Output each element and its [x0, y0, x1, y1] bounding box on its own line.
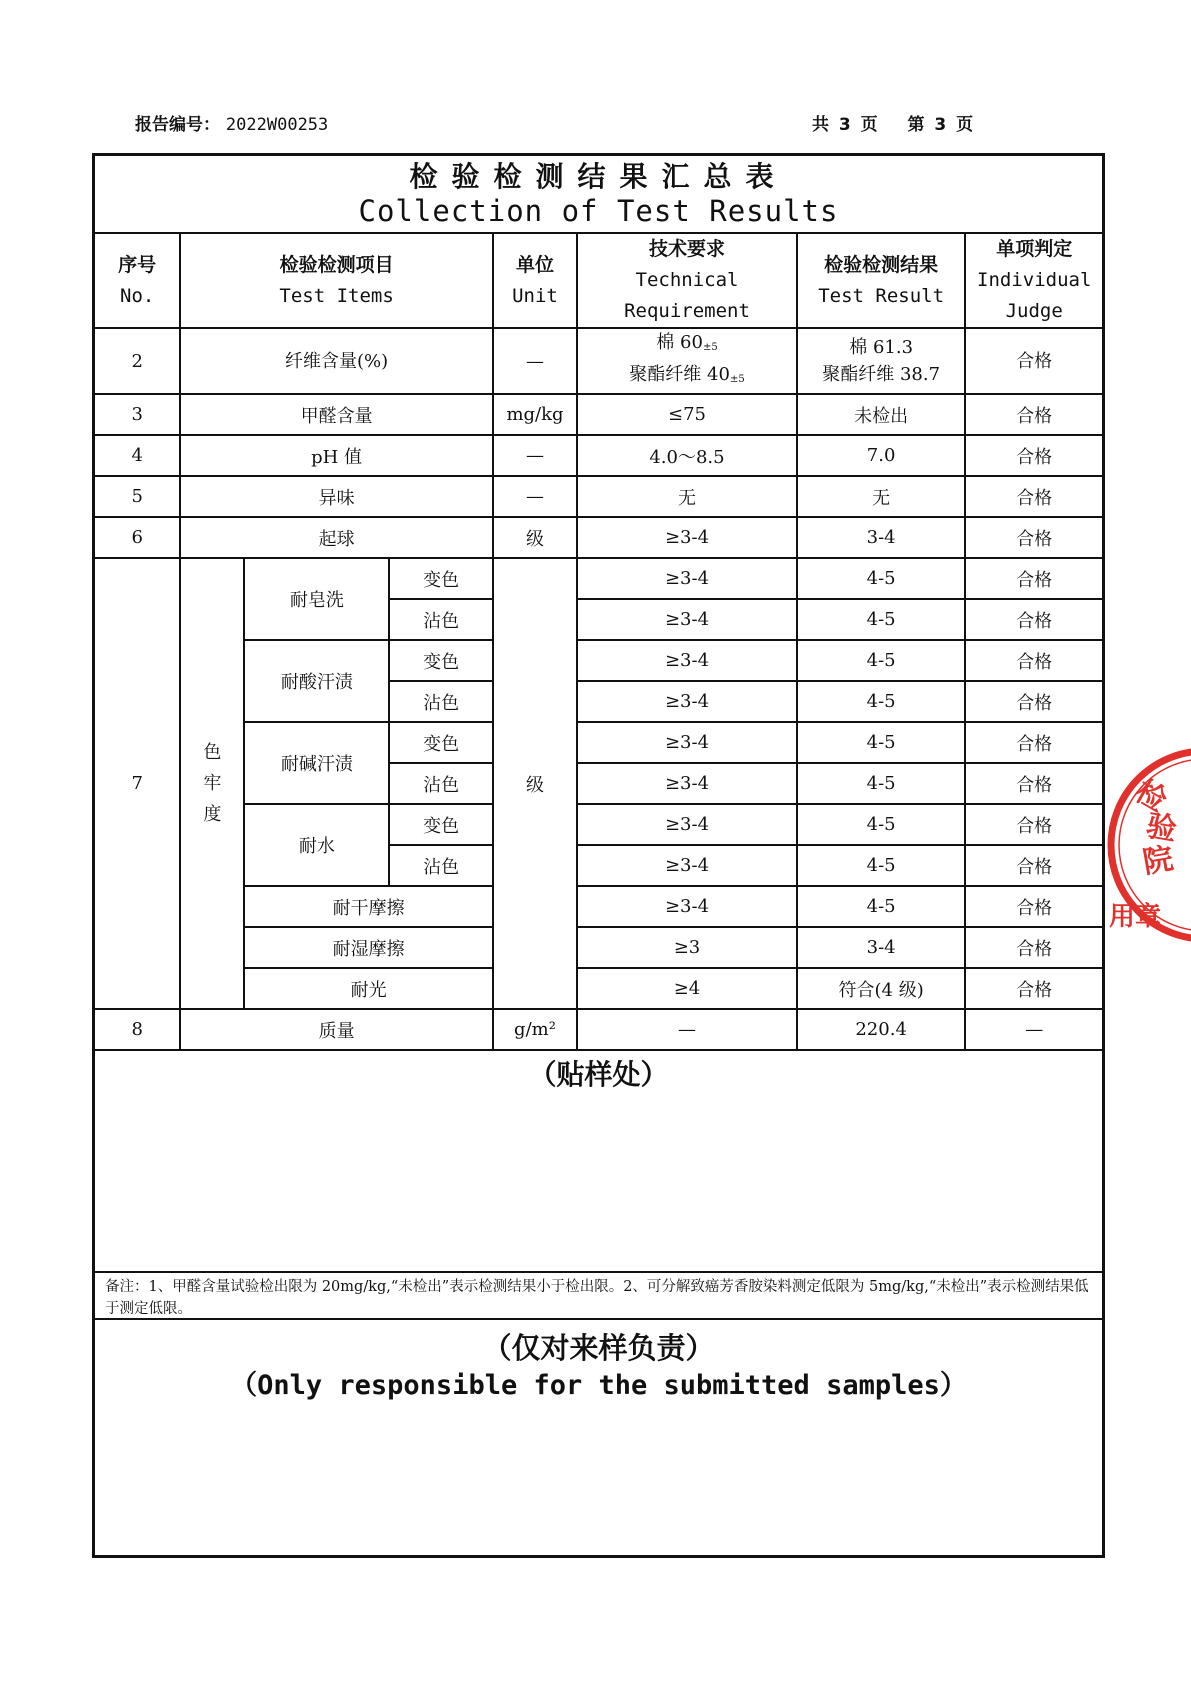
table-row: 4 pH 值 — 4.0～8.5 7.0 合格 [95, 435, 1102, 476]
svg-text:院: 院 [1140, 841, 1176, 881]
official-seal-stamp [1105, 745, 1191, 945]
table-header-row [95, 234, 1102, 328]
fiber-requirement: 棉 $60_{\pm 5}$ 聚酯纤维 $40_{\pm 5}$ [577, 328, 797, 394]
col-header-requirement: 技术要求 Technical Requirement [577, 234, 797, 328]
table-row: 耐碱汗渍 变色 ≥3-4 4-5 合格 [95, 722, 1102, 763]
col-header-unit: 单位 Unit [493, 234, 577, 328]
table-row: 耐干摩擦 ≥3-4 4-5 合格 [95, 886, 1102, 927]
table-row: 8 质量 g/m² — 220.4 — [95, 1009, 1102, 1050]
table-row: 耐酸汗渍 变色 ≥3-4 4-5 合格 [95, 640, 1102, 681]
report-number-value: 2022W00253 [225, 115, 329, 135]
report-number-label: 报告编号： [135, 115, 220, 135]
svg-text:检: 检 [1129, 773, 1173, 819]
svg-text:用章: 用章 [1109, 902, 1162, 932]
table-row: 2 纤维含量(%) — 棉 $60_{\pm 5}$ 聚酯纤维 $40_{\pm 5}$ 棉 61.3 聚酯纤维 38.7 合格 [95, 328, 1102, 394]
col-header-no: 序号 No. [95, 234, 180, 328]
total-pages: 共 3 页 [812, 115, 878, 135]
responsibility-english: （Only responsible for the submitted samples） [230, 1370, 967, 1401]
page-indicator [812, 110, 973, 135]
current-page: 第 3 页 [907, 115, 974, 135]
col-header-item: 检验检测项目 Test Items [180, 234, 493, 328]
col-header-judge: 单项判定 Individual Judge [965, 234, 1102, 328]
title-english: Collection of Test Results [358, 194, 839, 228]
table-row: 耐光 ≥4 符合(4 级) 合格 [95, 968, 1102, 1009]
sample-label: （贴样处） [528, 1058, 669, 1091]
table-row: 耐水 变色 ≥3-4 4-5 合格 [95, 804, 1102, 845]
title-chinese: 检验检测结果汇总表 [409, 160, 788, 193]
table-row: 沾色 ≥3-4 4-5 合格 [95, 681, 1102, 722]
table-row: 5 异味 — 无 无 合格 [95, 476, 1102, 517]
table-row: 6 起球 级 ≥3-4 3-4 合格 [95, 517, 1102, 558]
results-frame [92, 153, 1105, 1558]
report-number [135, 110, 328, 135]
responsibility-chinese: （仅对来样负责） [482, 1331, 715, 1365]
colorfastness-category: 色 牢 度 [180, 558, 244, 1009]
sample-area [95, 1051, 1102, 1273]
table-row: 耐湿摩擦 ≥3 3-4 合格 [95, 927, 1102, 968]
results-table [95, 234, 1102, 1051]
table-row: 3 甲醛含量 mg/kg ≤75 未检出 合格 [95, 394, 1102, 435]
title-block [95, 156, 1102, 234]
svg-text:验: 验 [1143, 808, 1180, 849]
table-row: 7 色 牢 度 耐皂洗 变色 级 ≥3-4 4-5 合格 [95, 558, 1102, 599]
table-row: 沾色 ≥3-4 4-5 合格 [95, 763, 1102, 804]
table-row: 沾色 ≥3-4 4-5 合格 [95, 599, 1102, 640]
table-row: 沾色 ≥3-4 4-5 合格 [95, 845, 1102, 886]
fiber-result: 棉 61.3 聚酯纤维 38.7 [797, 328, 966, 394]
col-header-result: 检验检测结果 Test Result [797, 234, 966, 328]
remarks-note: 备注：1、甲醛含量试验检出限为 20mg/kg,“未检出”表示检测结果小于检出限。2、可分解致癌芳香胺染料测定低限为 5mg/kg,“未检出”表示检测结果低于测定低限。 [95, 1273, 1102, 1320]
seal-icon [1105, 745, 1191, 945]
